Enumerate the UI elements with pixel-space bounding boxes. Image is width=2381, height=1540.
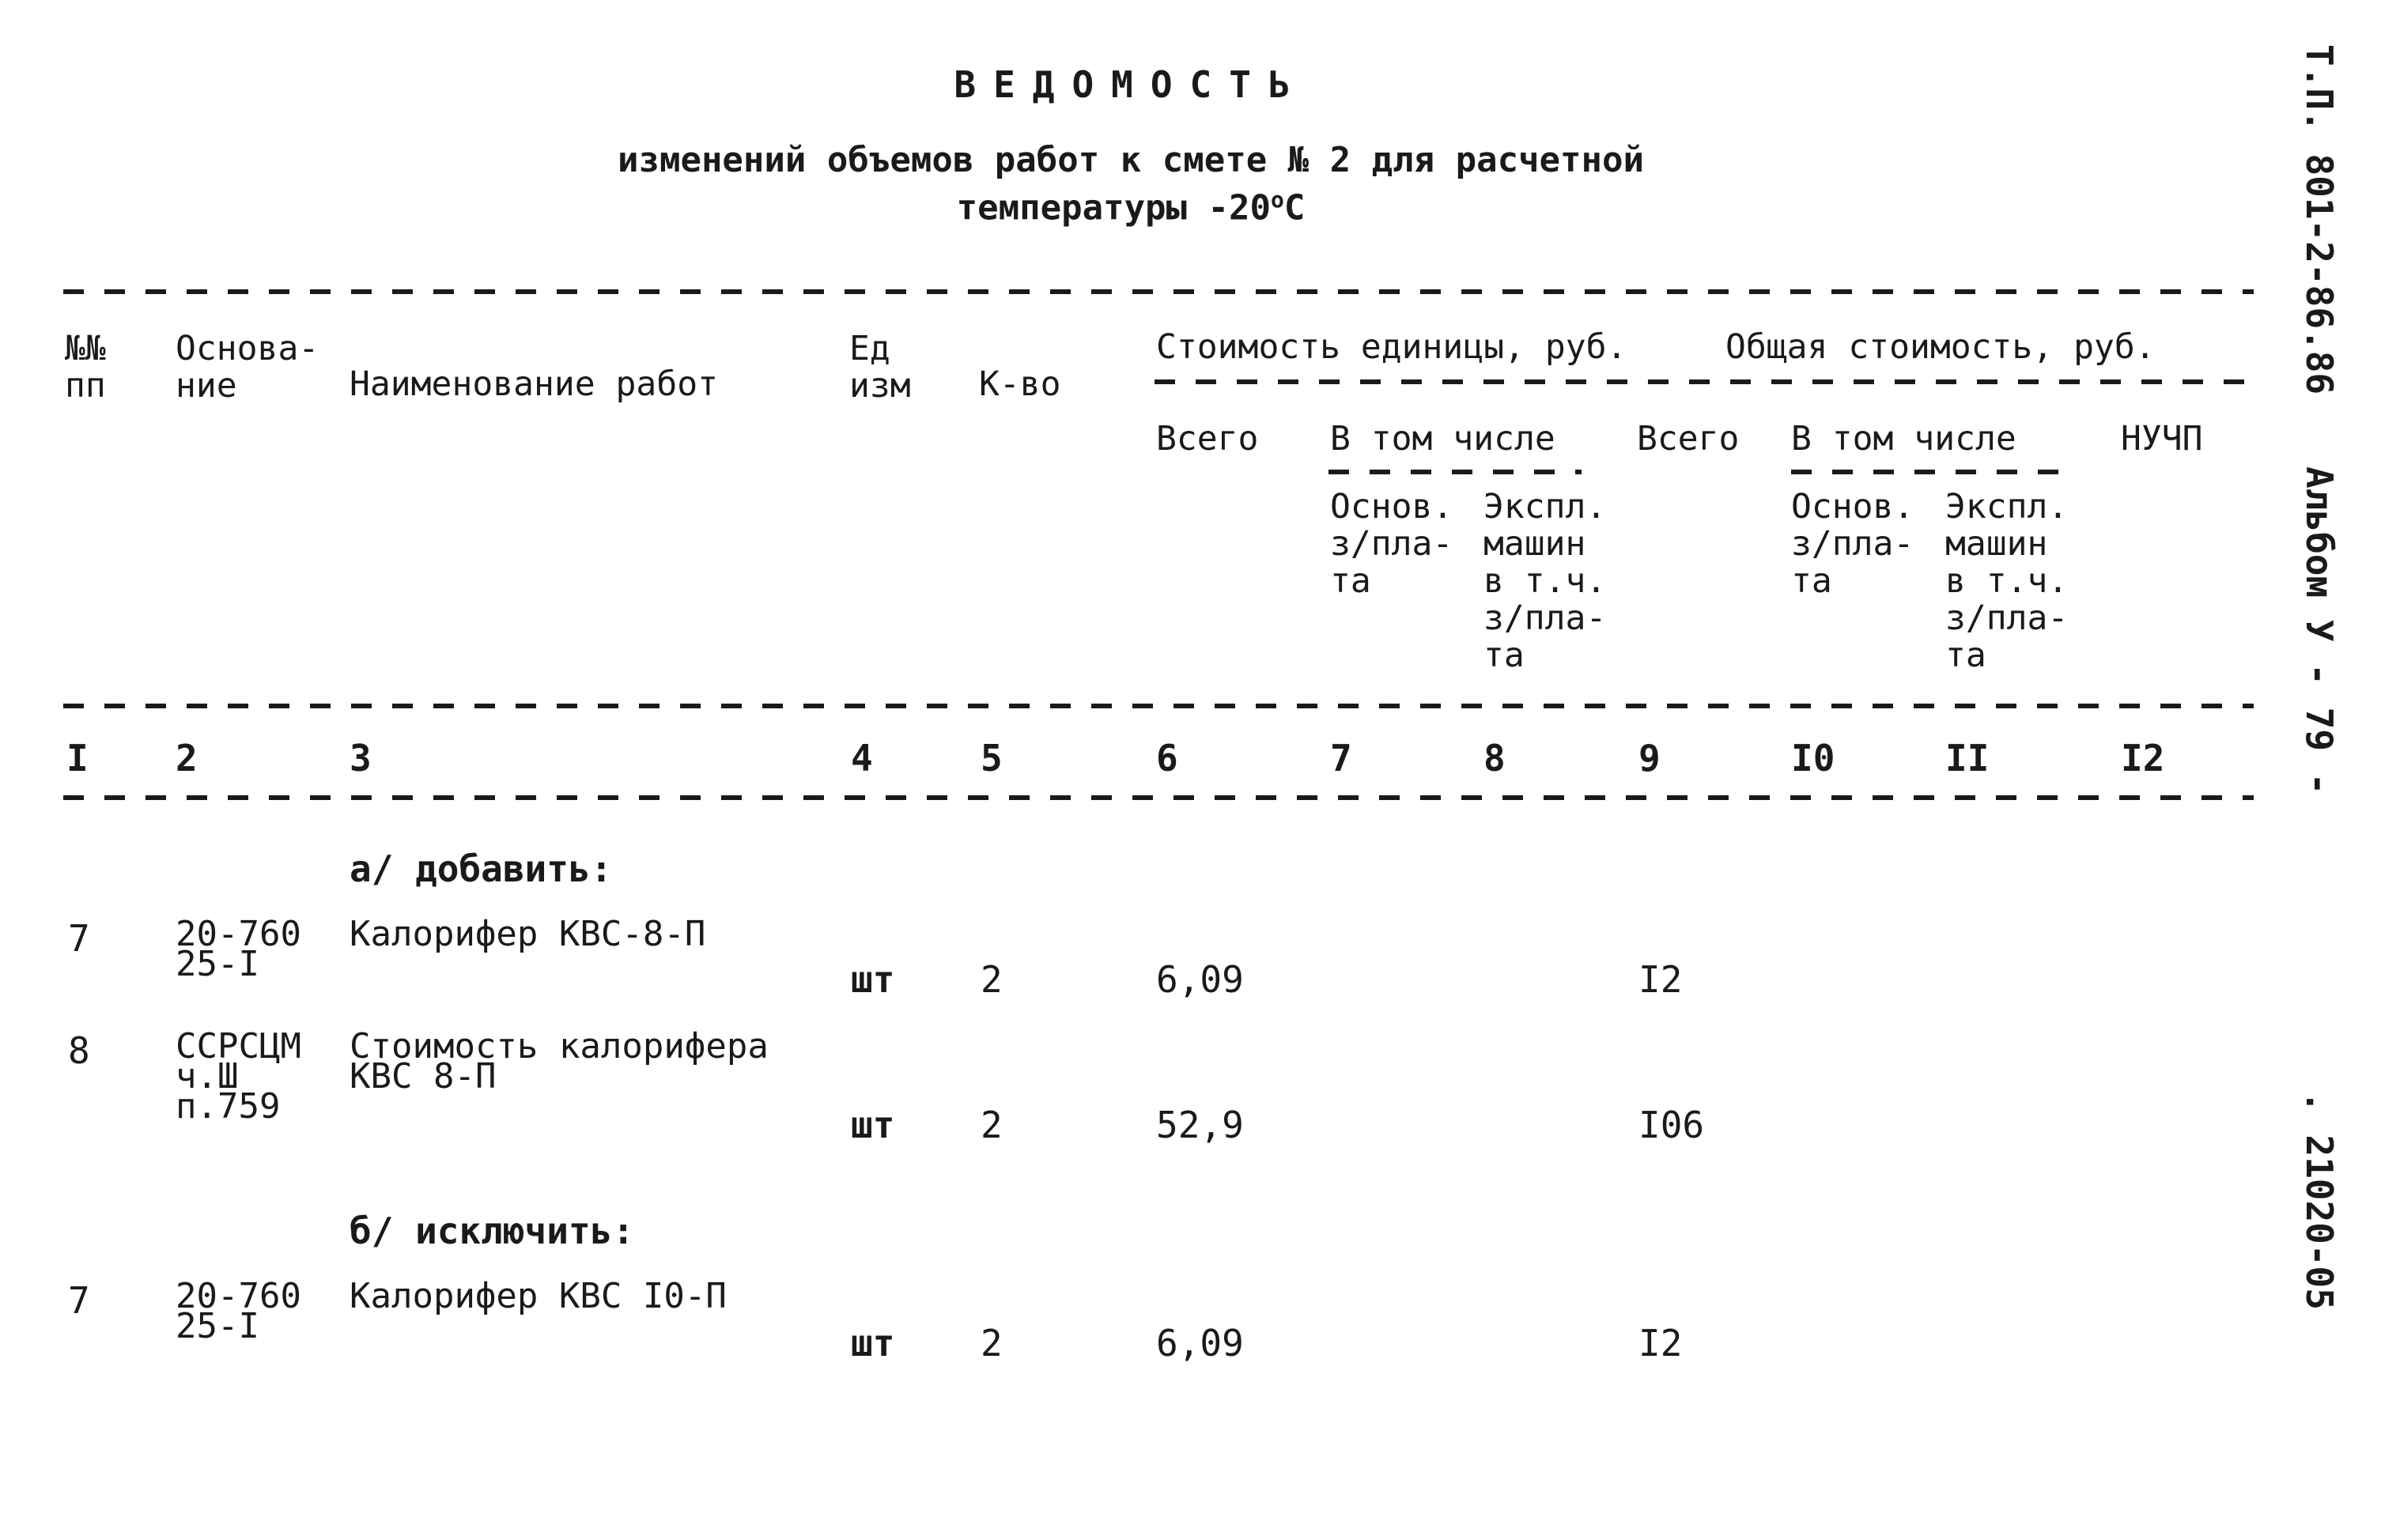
document-title: ВЕДОМОСТЬ xyxy=(954,63,1308,106)
document-subtitle xyxy=(0,141,2262,228)
row-unit-total: 6,09 xyxy=(1156,958,1244,1001)
row-total: I2 xyxy=(1638,958,1683,1001)
header-total-incl: В том числе xyxy=(1791,419,2016,459)
column-number: I2 xyxy=(2121,737,2165,779)
header-unit-incl: В том числе xyxy=(1330,419,1555,459)
header-unit-total: Всего xyxy=(1156,419,1259,459)
header-nuchp: НУЧП xyxy=(2121,419,2203,459)
column-number: I0 xyxy=(1791,737,1835,779)
row-unit-total: 52,9 xyxy=(1156,1104,1244,1146)
side-label-number: . 21020-05 xyxy=(2298,1091,2341,1310)
unit-cost-rule xyxy=(1155,379,2254,384)
side-label-album: Альбом У - 79 - xyxy=(2298,466,2341,795)
row-unit: шт xyxy=(851,958,895,1001)
header-unit-cost: Стоимость единицы, руб. xyxy=(1156,327,1627,367)
header-total-machine: Экспл. машин в т.ч. з/пла- та xyxy=(1945,487,2069,675)
row-qty: 2 xyxy=(981,1322,1003,1364)
header-total-wage: Основ. з/пла- та xyxy=(1791,487,1914,601)
subtitle-line-1: изменений объемов работ к смете № 2 для расчетной xyxy=(617,140,1645,180)
row-unit: шт xyxy=(851,1104,895,1146)
row-basis: 20-760 25-I xyxy=(176,1276,301,1346)
header-name: Наименование работ xyxy=(350,364,718,404)
incl-rule-unit xyxy=(1328,470,1582,474)
header-qty: К-во xyxy=(979,364,1061,404)
column-number: 2 xyxy=(176,737,198,779)
side-label-project: Т.П. 801-2-86.86 xyxy=(2298,44,2341,395)
header-total-total: Всего xyxy=(1637,419,1740,459)
column-number: 7 xyxy=(1330,737,1352,779)
column-number: I xyxy=(66,737,89,779)
row-no: 8 xyxy=(68,1029,90,1072)
section-title-remove: б/ исключить: xyxy=(350,1210,635,1252)
header-no: №№ пп xyxy=(65,329,106,406)
row-name: Стоимость калорифера КВС 8-П xyxy=(350,1026,769,1096)
column-number: 6 xyxy=(1156,737,1178,779)
row-name: Калорифер КВС I0-П xyxy=(350,1276,727,1316)
header-unit-machine: Экспл. машин в т.ч. з/пла- та xyxy=(1483,487,1607,675)
table-top-rule xyxy=(63,289,2254,294)
row-basis: 20-760 25-I xyxy=(176,914,301,984)
column-number: 8 xyxy=(1483,737,1506,779)
header-unit: Ед изм xyxy=(849,329,911,406)
row-unit-total: 6,09 xyxy=(1156,1322,1244,1364)
column-number: 9 xyxy=(1638,737,1661,779)
row-qty: 2 xyxy=(981,1104,1003,1146)
column-number: 5 xyxy=(981,737,1003,779)
row-unit: шт xyxy=(851,1322,895,1364)
row-total: I06 xyxy=(1638,1104,1705,1146)
header-basis: Основа- ние xyxy=(176,329,319,406)
row-name: Калорифер КВС-8-П xyxy=(350,914,706,954)
row-total: I2 xyxy=(1638,1322,1683,1364)
section-title-add: а/ добавить: xyxy=(350,847,613,890)
incl-rule-total xyxy=(1791,470,2060,474)
row-qty: 2 xyxy=(981,958,1003,1001)
subtitle-line-2: температуры $-20^оС$ xyxy=(956,187,1306,228)
row-no: 7 xyxy=(68,917,90,960)
row-no: 7 xyxy=(68,1279,90,1322)
degree-sign: о xyxy=(1271,187,1284,213)
header-bottom-rule xyxy=(63,704,2254,708)
column-number: 3 xyxy=(350,737,372,779)
column-number: II xyxy=(1945,737,1990,779)
colnum-bottom-rule xyxy=(63,795,2254,800)
header-total-cost: Общая стоимость, руб. xyxy=(1725,327,2156,367)
row-basis: ССРСЦМ ч.Ш п.759 xyxy=(176,1026,301,1127)
header-unit-wage: Основ. з/пла- та xyxy=(1330,487,1453,601)
column-number: 4 xyxy=(851,737,873,779)
